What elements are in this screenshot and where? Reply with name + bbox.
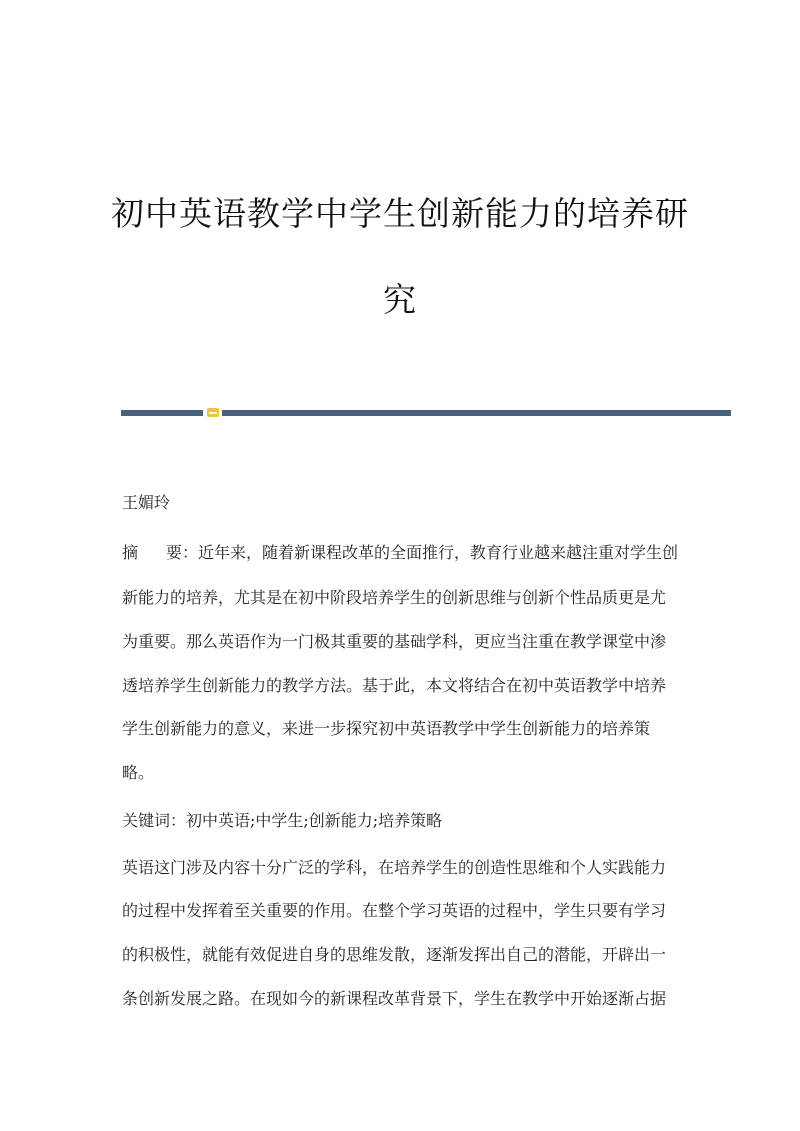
title-line-1: 初中英语教学中学生创新能力的培养研: [111, 194, 689, 233]
author-name: 王媚玲: [122, 493, 171, 512]
body-line-2: 的过程中发挥着至关重要的作用。在整个学习英语的过程中，学生只要有学习: [122, 901, 667, 920]
abstract-text-line-3: 为重要。那么英语作为一门极其重要的基础学科，更应当注重在教学课堂中渗: [122, 632, 667, 651]
abstract-text-line-4: 透培养学生创新能力的教学方法。基于此，本文将结合在初中英语教学中培养: [122, 676, 667, 695]
document-emblem-icon: [207, 408, 219, 417]
abstract-label-right: 要：: [166, 543, 199, 562]
title-line-2: 究: [383, 280, 417, 319]
body-line-3: 的积极性，就能有效促进自身的思维发散，逐渐发挥出自己的潜能，开辟出一: [122, 945, 667, 964]
abstract-text-line-2: 新能力的培养，尤其是在初中阶段培养学生的创新思维与创新个性品质更是尤: [122, 588, 667, 607]
abstract-text-line-6: 略。: [122, 763, 155, 782]
divider-bar-right: [222, 410, 731, 416]
keywords: 关键词：初中英语;中学生;创新能力;培养策略: [122, 811, 443, 830]
divider-bar-left: [121, 410, 203, 416]
abstract-text-line-1: 近年来，随着新课程改革的全面推行，教育行业越来越注重对学生创: [198, 543, 679, 562]
abstract-line-1: [122, 545, 687, 561]
body-line-4: 条创新发展之路。在现如今的新课程改革背景下，学生在教学中开始逐渐占据: [122, 989, 667, 1008]
abstract-label-left: 摘: [122, 543, 139, 562]
body-line-1: 英语这门涉及内容十分广泛的学科，在培养学生的创造性思维和个人实践能力: [122, 858, 667, 877]
title-divider: [121, 407, 731, 417]
abstract-text-line-5: 学生创新能力的意义，来进一步探究初中英语教学中学生创新能力的培养策: [122, 719, 651, 738]
